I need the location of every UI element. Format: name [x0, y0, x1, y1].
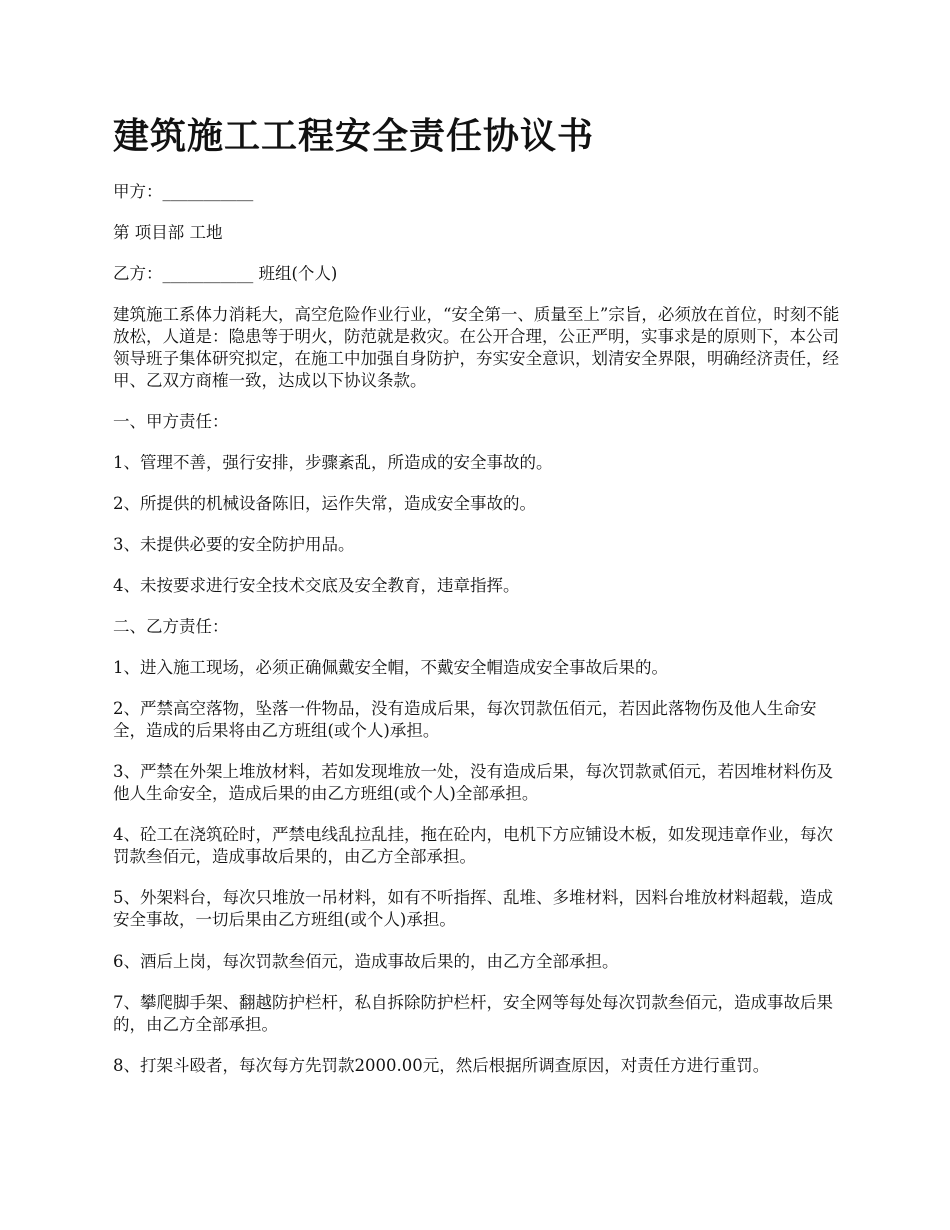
section-a-item: 4、未按要求进行安全技术交底及安全教育，违章指挥。 — [113, 576, 520, 595]
intro-paragraph: 建筑施工系体力消耗大，高空危险作业行业，“安全第一、质量至上”宗旨，必须放在首位，时刻不能放松，人道是：隐患等于明火，防范就是救灾。在公开合理，公正严明，实事求是的原则下，本公司领导班子集体研究拟定，在施工中加强自身防护，夯实安全意识，划清安全界限，明确经济责任，经甲、乙双方商榷一致，达成以下协议条款。 — [113, 305, 840, 390]
party-b-line: 乙方：___________ 班组(个人) — [113, 264, 338, 283]
site-line: 第 项目部 工地 — [113, 223, 223, 242]
section-a-item: 1、管理不善，强行安排，步骤紊乱，所造成的安全事故的。 — [113, 453, 553, 472]
section-b-item: 1、进入施工现场，必须正确佩戴安全帽，不戴安全帽造成安全事故后果的。 — [113, 658, 668, 677]
section-a-heading: 一、甲方责任： — [113, 412, 229, 431]
section-a-item: 2、所提供的机械设备陈旧，运作失常，造成安全事故的。 — [113, 494, 536, 513]
section-b-item: 3、严禁在外架上堆放材料，若如发现堆放一处，没有造成后果，每次罚款贰佰元，若因堆材料伤及他人生命安全，造成后果的由乙方班组(或个人)全部承担。 — [113, 762, 833, 803]
section-b-item: 8、打架斗殴者，每次每方先罚款2000.00元，然后根据所调查原因，对责任方进行重罚。 — [113, 1056, 770, 1075]
section-b-item: 5、外架料台，每次只堆放一吊材料，如有不听指挥、乱堆、多堆材料，因料台堆放材料超载，造成安全事故，一切后果由乙方班组(或个人)承担。 — [113, 888, 833, 929]
document-title: 建筑施工工程安全责任协议书 — [113, 115, 595, 157]
section-b-item: 2、严禁高空落物，坠落一件物品，没有造成后果，每次罚款伍佰元，若因此落物伤及他人生命安全，造成的后果将由乙方班组(或个人)承担。 — [113, 699, 817, 740]
party-a-line: 甲方：___________ — [113, 182, 254, 201]
section-b-item: 7、攀爬脚手架、翻越防护栏杆，私自拆除防护栏杆，安全网等每处每次罚款叁佰元，造成事故后果的，由乙方全部承担。 — [113, 993, 833, 1034]
section-b-item: 6、酒后上岗，每次罚款叁佰元，造成事故后果的，由乙方全部承担。 — [113, 952, 619, 971]
section-b-heading: 二、乙方责任： — [113, 617, 229, 636]
section-b-item: 4、砼工在浇筑砼时，严禁电线乱拉乱挂，拖在砼内，电机下方应铺设木板，如发现违章作业，每次罚款叁佰元，造成事故后果的，由乙方全部承担。 — [113, 825, 833, 866]
section-a-item: 3、未提供必要的安全防护用品。 — [113, 535, 355, 554]
